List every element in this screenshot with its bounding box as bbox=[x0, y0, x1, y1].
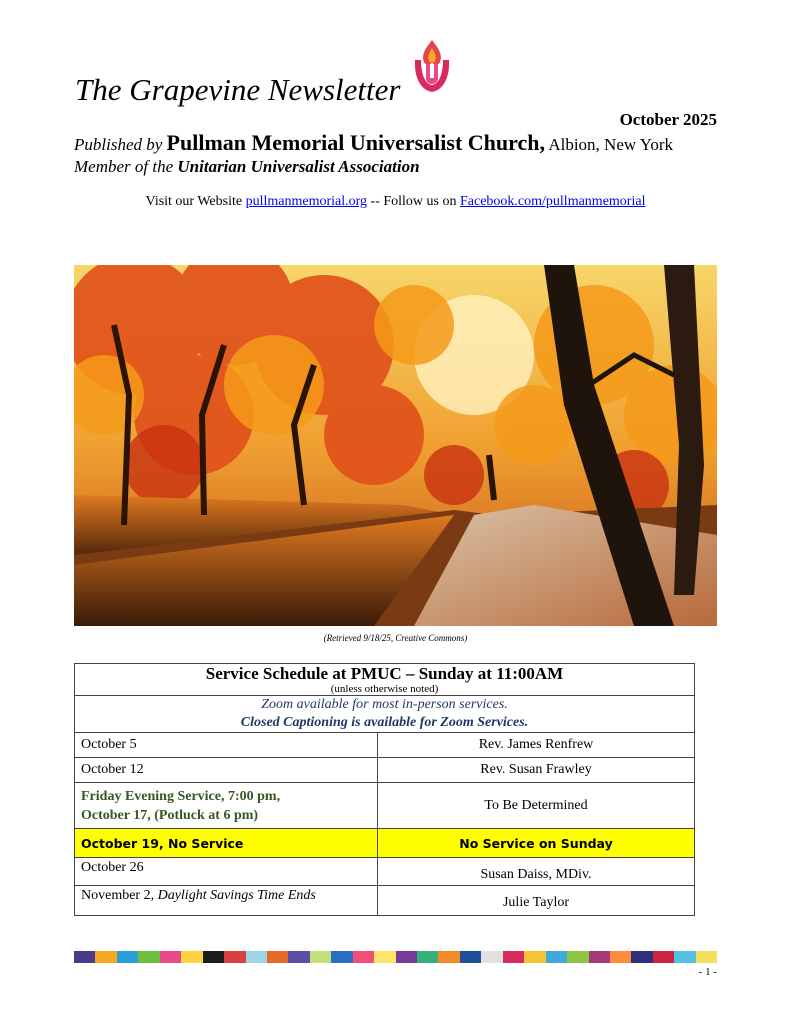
service-speaker: Julie Taylor bbox=[378, 886, 695, 916]
color-band-segment bbox=[74, 951, 95, 963]
service-date bbox=[75, 783, 378, 829]
member-prefix: Member of the bbox=[74, 157, 174, 176]
color-band-segment bbox=[674, 951, 695, 963]
color-band-segment bbox=[181, 951, 202, 963]
color-band-segment bbox=[288, 951, 309, 963]
color-band-segment bbox=[696, 951, 717, 963]
color-band-segment bbox=[396, 951, 417, 963]
color-band-segment bbox=[546, 951, 567, 963]
service-date: October 19, No Service bbox=[75, 829, 378, 858]
schedule-header-cell bbox=[75, 664, 695, 696]
color-band-segment bbox=[117, 951, 138, 963]
zoom-notice: Zoom available for most in-person services. bbox=[261, 697, 508, 712]
table-row bbox=[75, 783, 695, 829]
autumn-park-photo bbox=[74, 265, 717, 626]
color-band-segment bbox=[503, 951, 524, 963]
service-speaker: Susan Daiss, MDiv. bbox=[378, 858, 695, 886]
color-band-segment bbox=[524, 951, 545, 963]
links-line bbox=[0, 194, 791, 210]
zoom-notice-row bbox=[75, 696, 695, 733]
newsletter-title: The Grapevine Newsletter bbox=[75, 72, 401, 107]
service-speaker: No Service on Sunday bbox=[378, 829, 695, 858]
table-row bbox=[75, 886, 695, 916]
date-note: Daylight Savings Time Ends bbox=[157, 888, 316, 903]
color-band-segment bbox=[460, 951, 481, 963]
website-link[interactable]: pullmanmemorial.org bbox=[245, 194, 368, 209]
color-band-segment bbox=[567, 951, 588, 963]
friday-service-line: Friday Evening Service, 7:00 pm, bbox=[81, 788, 281, 804]
membership-line bbox=[74, 157, 420, 177]
color-band-segment bbox=[267, 951, 288, 963]
table-row bbox=[75, 858, 695, 886]
color-band-segment bbox=[353, 951, 374, 963]
service-schedule-table bbox=[74, 663, 695, 916]
follow-label: -- Follow us on bbox=[370, 194, 457, 209]
service-date: October 5 bbox=[75, 733, 378, 758]
table-row bbox=[75, 733, 695, 758]
color-band-segment bbox=[610, 951, 631, 963]
color-band-segment bbox=[438, 951, 459, 963]
schedule-title: Service Schedule at PMUC – Sunday at 11:00AM bbox=[205, 664, 564, 683]
color-band-segment bbox=[203, 951, 224, 963]
visit-label: Visit our Website bbox=[145, 194, 243, 209]
color-band-segment bbox=[331, 951, 352, 963]
service-speaker: To Be Determined bbox=[378, 783, 695, 829]
zoom-notice-cell bbox=[75, 696, 695, 733]
church-name: Pullman Memorial Universalist Church, bbox=[166, 130, 546, 155]
table-row bbox=[75, 758, 695, 783]
service-date: October 12 bbox=[75, 758, 378, 783]
color-band-segment bbox=[589, 951, 610, 963]
color-band-segment bbox=[310, 951, 331, 963]
association-name: Unitarian Universalist Association bbox=[177, 157, 420, 176]
service-speaker: Rev. Susan Frawley bbox=[378, 758, 695, 783]
photo-credit: (Retrieved 9/18/25, Creative Commons) bbox=[323, 633, 468, 643]
service-speaker: Rev. James Renfrew bbox=[378, 733, 695, 758]
table-row bbox=[75, 829, 695, 858]
publisher-line bbox=[74, 130, 673, 156]
color-band-segment bbox=[138, 951, 159, 963]
color-band-divider bbox=[74, 951, 717, 963]
schedule-subtitle: (unless otherwise noted) bbox=[330, 683, 439, 695]
church-location: Albion, New York bbox=[548, 135, 674, 154]
service-date bbox=[75, 886, 378, 916]
date-prefix: November 2, bbox=[81, 888, 155, 903]
color-band-segment bbox=[374, 951, 395, 963]
color-band-segment bbox=[246, 951, 267, 963]
color-band-segment bbox=[653, 951, 674, 963]
schedule-header-row bbox=[75, 664, 695, 696]
service-date: October 26 bbox=[75, 858, 378, 886]
captioning-notice: Closed Captioning is available for Zoom Services. bbox=[240, 715, 529, 730]
friday-date-line: October 17, (Potluck at 6 pm) bbox=[81, 807, 259, 823]
color-band-segment bbox=[417, 951, 438, 963]
issue-date: October 2025 bbox=[619, 110, 717, 129]
page-number: - 1 - bbox=[698, 966, 717, 978]
color-band-segment bbox=[224, 951, 245, 963]
color-band-segment bbox=[481, 951, 502, 963]
chalice-flame-logo-icon bbox=[409, 38, 455, 100]
facebook-link[interactable]: Facebook.com/pullmanmemorial bbox=[460, 194, 646, 209]
color-band-segment bbox=[160, 951, 181, 963]
color-band-segment bbox=[631, 951, 652, 963]
color-band-segment bbox=[95, 951, 116, 963]
published-by-label: Published by bbox=[74, 135, 163, 154]
